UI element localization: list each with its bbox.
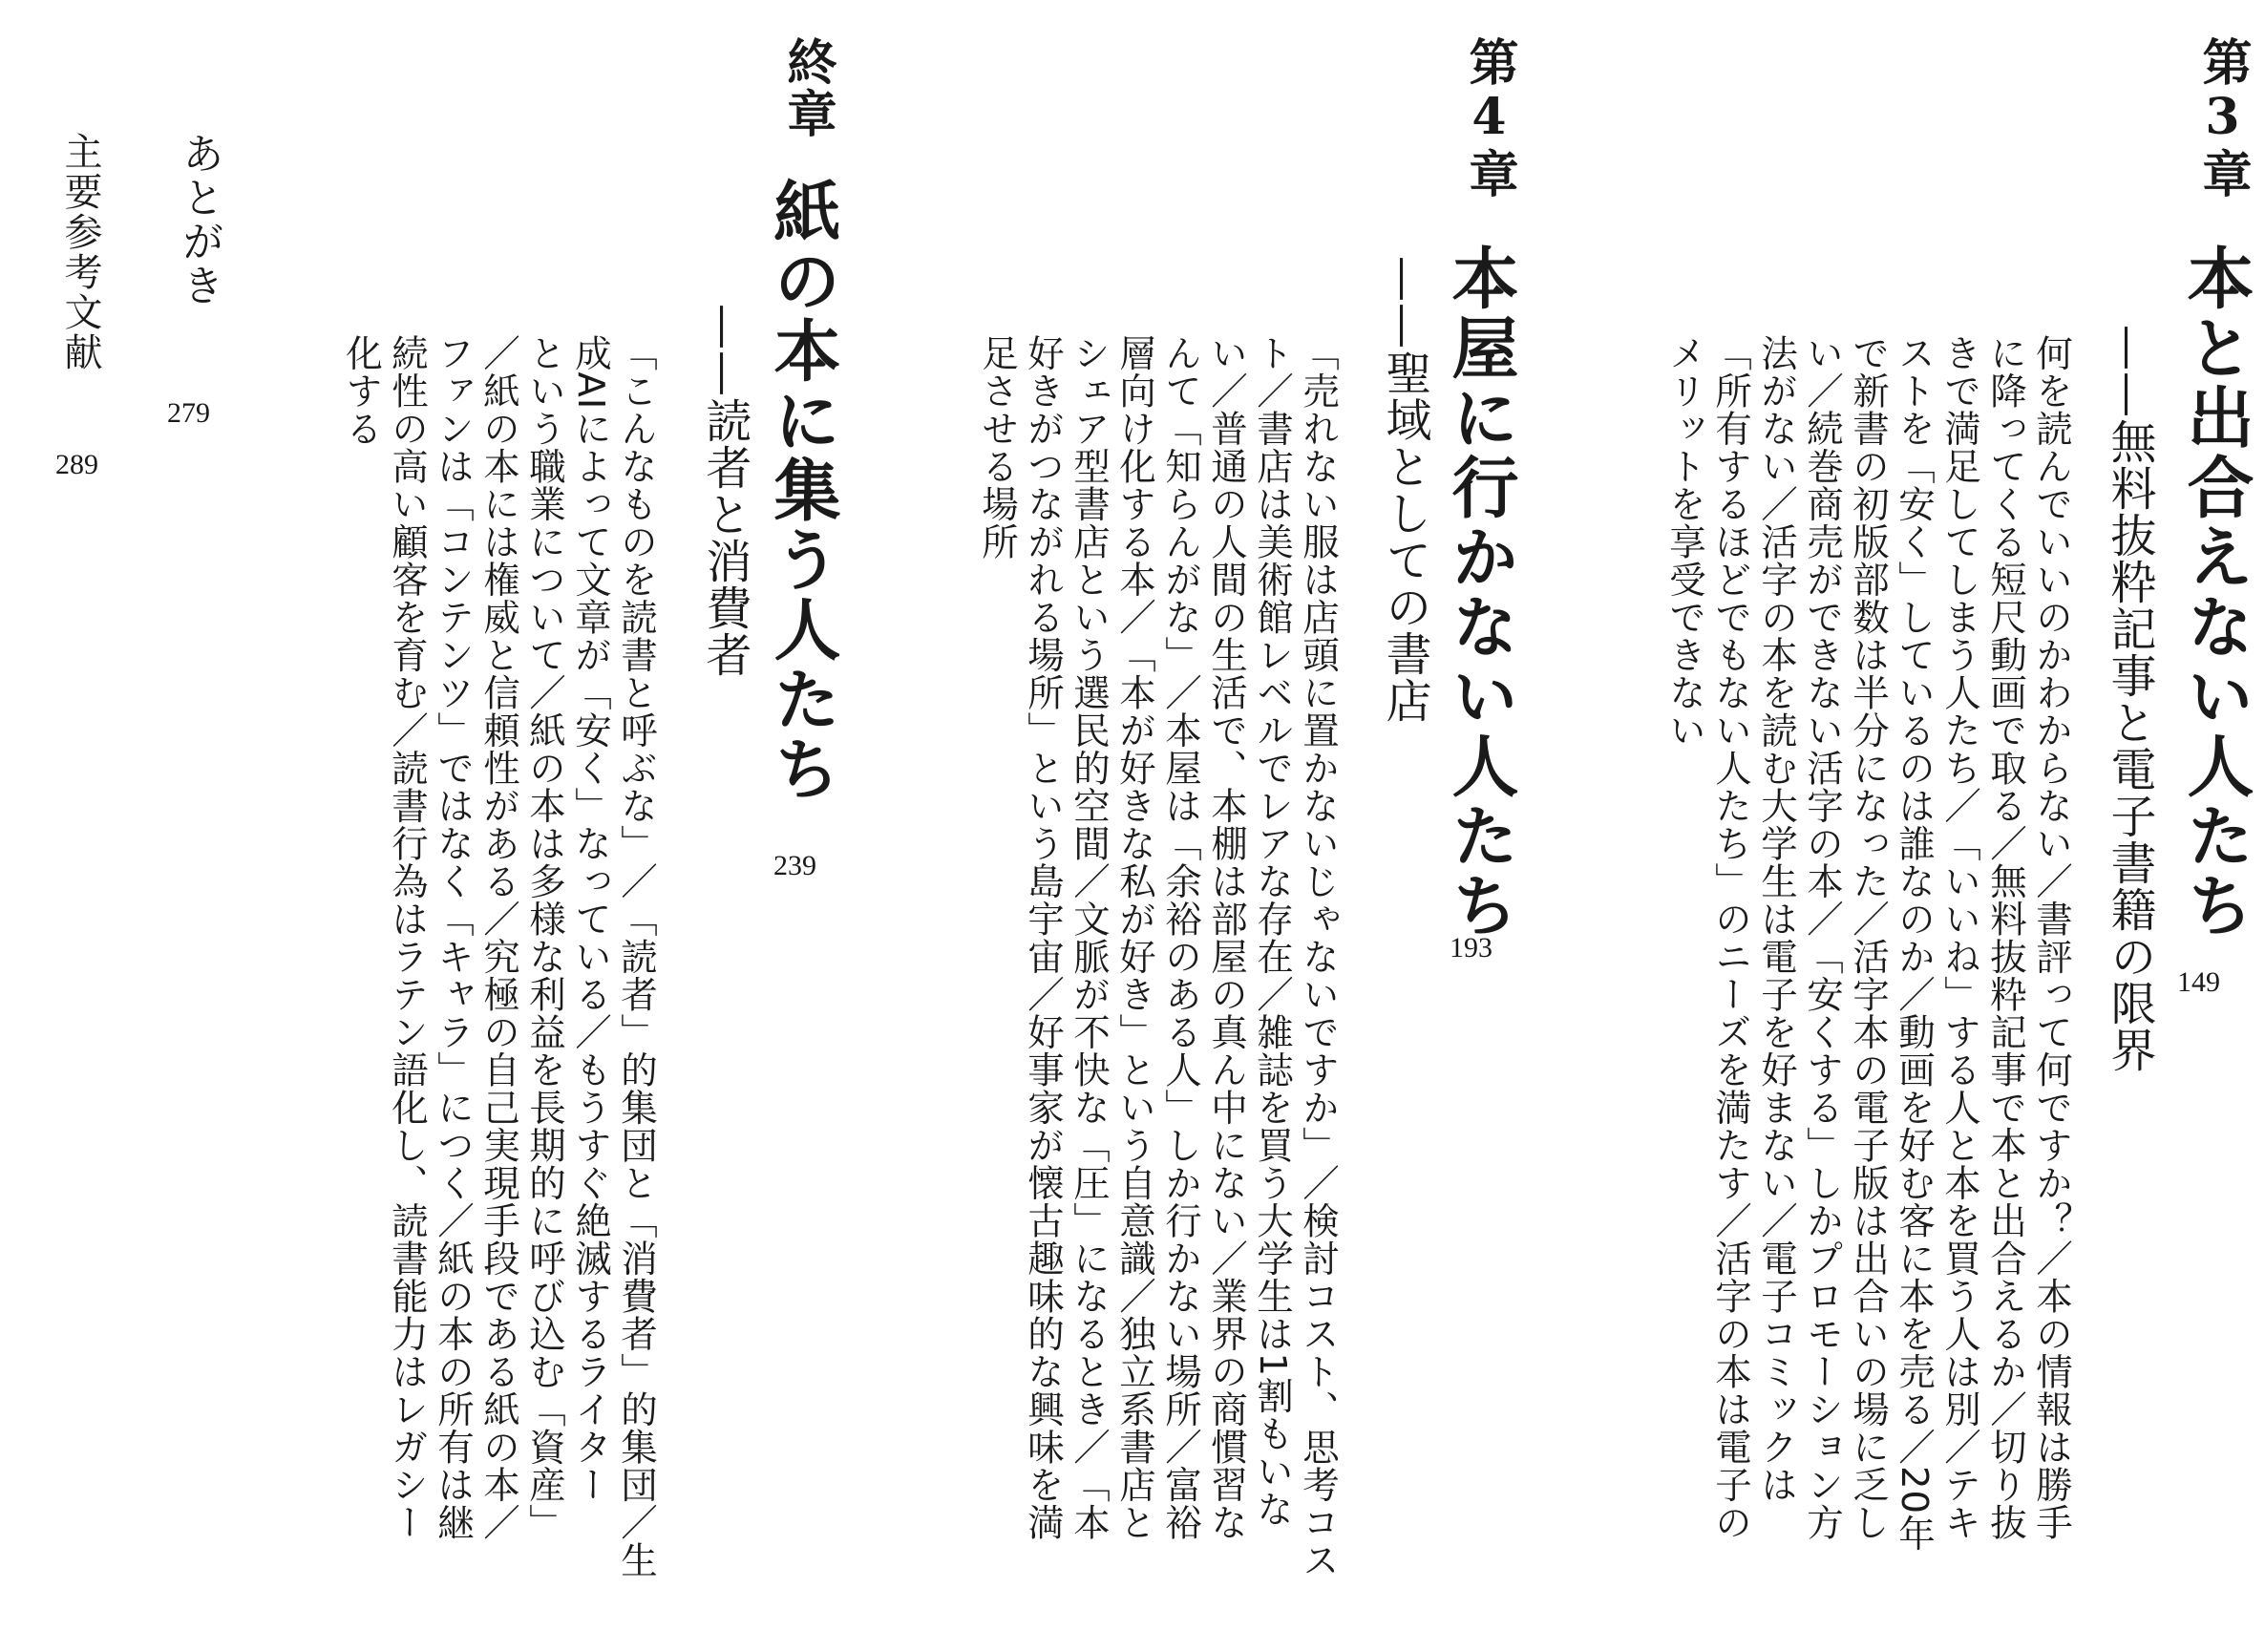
chapter-4-body-line: んて「知らんがな」／本屋は「余裕のある人」しか行かない場所／富裕 — [1159, 334, 1202, 1541]
chapter-4-body — [974, 334, 1341, 1579]
chapter-4-body-line: ト／書店は美術館レベルでレアな存在／雑誌を買う大学生は1割もいな — [1251, 334, 1294, 1528]
chapter-4-body-line: 層向け化する本／「本が好きな私が好き」という自意識／独立系書店と — [1113, 334, 1156, 1541]
chapter-3-body-line: 「所有するほどでもない人たち」のニーズを満たす／活字の本は電子の — [1709, 334, 1752, 1541]
final-chapter-body-line: 「こんなものを読書と呼ぶな」／「読者」的集団と「消費者」的集団／生 — [615, 334, 658, 1579]
chapter-3-body-line: に降ってくる短尺動画で取る／無料抜粋記事で本と出合えるか／切り抜 — [1984, 334, 2027, 1541]
chapter-4-body-line: 「売れない服は店頭に置かないじゃないですか」／検討コスト、思考コス — [1297, 334, 1340, 1579]
final-chapter-body-line: という職業について／紙の本は多様な利益を長期的に呼び込む「資産」 — [523, 334, 566, 1541]
chapter-4-body-line: 足させる場所 — [976, 334, 1019, 561]
chapter-3-label: 第3章 — [2193, 36, 2252, 200]
chapter-3-body-line: ストを「安く」しているのは誰なのか／動画を好む客に本を売る／20年 — [1893, 334, 1936, 1553]
chapter-3-page-number: 149 — [2177, 966, 2220, 998]
final-chapter-body-line: ／紙の本には権威と信頼性がある／究極の自己実現手段である紙の本／ — [477, 334, 520, 1541]
chapter-4-title: 本屋に行かない人たち — [1441, 244, 1520, 941]
chapter-3-subtitle: ——無料抜粋記事と電子書籍の限界 — [2103, 325, 2156, 1073]
final-chapter-label: 終章 — [778, 36, 836, 139]
chapter-3-body — [1662, 334, 2074, 1553]
chapter-4-page-number: 193 — [1450, 932, 1492, 964]
chapter-4-subtitle: ——聖域としての書店 — [1378, 256, 1431, 724]
chapter-4-body-line: い／普通の人間の生活で、本棚は部屋の真ん中にない／業界の商慣習な — [1205, 334, 1248, 1541]
final-chapter-subtitle: ——読者と消費者 — [698, 304, 751, 678]
afterword-title: あとがき — [175, 132, 223, 307]
final-chapter-body-line: 化する — [340, 334, 383, 448]
chapter-4-body-line: シェア型書店という選民的空間／文脈が不快な「圧」になるとき／「本 — [1068, 334, 1111, 1541]
chapter-3-body-line: 何を読んでいいのかわからない／書評って何ですか？／本の情報は勝手 — [2030, 334, 2073, 1541]
final-chapter-page-number: 239 — [773, 850, 816, 881]
afterword-page-number: 279 — [167, 397, 210, 429]
chapter-3-body-line: メリットを享受できない — [1663, 334, 1706, 750]
chapter-3-title: 本と出合えない人たち — [2176, 244, 2255, 941]
final-chapter-body-line: 成AIによって文章が「安く」なっている／もうすぐ絶滅するライター — [569, 334, 612, 1504]
final-chapter-title: 紙の本に集う人たち — [763, 177, 842, 804]
chapter-4-body-line: 好きがつながれる場所」という島宇宙／好事家が懐古趣味的な興味を満 — [1022, 334, 1065, 1541]
final-chapter-body-line: 続性の高い顧客を育む／読書行為はラテン語化し、読書能力はレガシー — [386, 334, 429, 1541]
references-title: 主要参考文献 — [58, 132, 102, 372]
final-chapter-body-line: ファンは「コンテンツ」ではなく「キャラ」につく／紙の本の所有は継 — [432, 334, 475, 1541]
chapter-3-body-line: い／続巻商売ができない活字の本／「安くする」しかプロモーション方 — [1801, 334, 1844, 1541]
chapter-3-body-line: きで満足してしまう人たち／「いいね」する人と本を買う人は別／テキ — [1938, 334, 1981, 1541]
references-page-number: 289 — [55, 449, 98, 480]
chapter-3-body-line: 法がない／活字の本を読む大学生は電子を好まない／電子コミックは — [1755, 334, 1798, 1504]
chapter-4-label: 第4章 — [1460, 36, 1518, 200]
final-chapter-body — [338, 334, 659, 1579]
chapter-3-body-line: で新書の初版部数は半分になった／活字本の電子版は出合いの場に乏し — [1847, 334, 1890, 1541]
